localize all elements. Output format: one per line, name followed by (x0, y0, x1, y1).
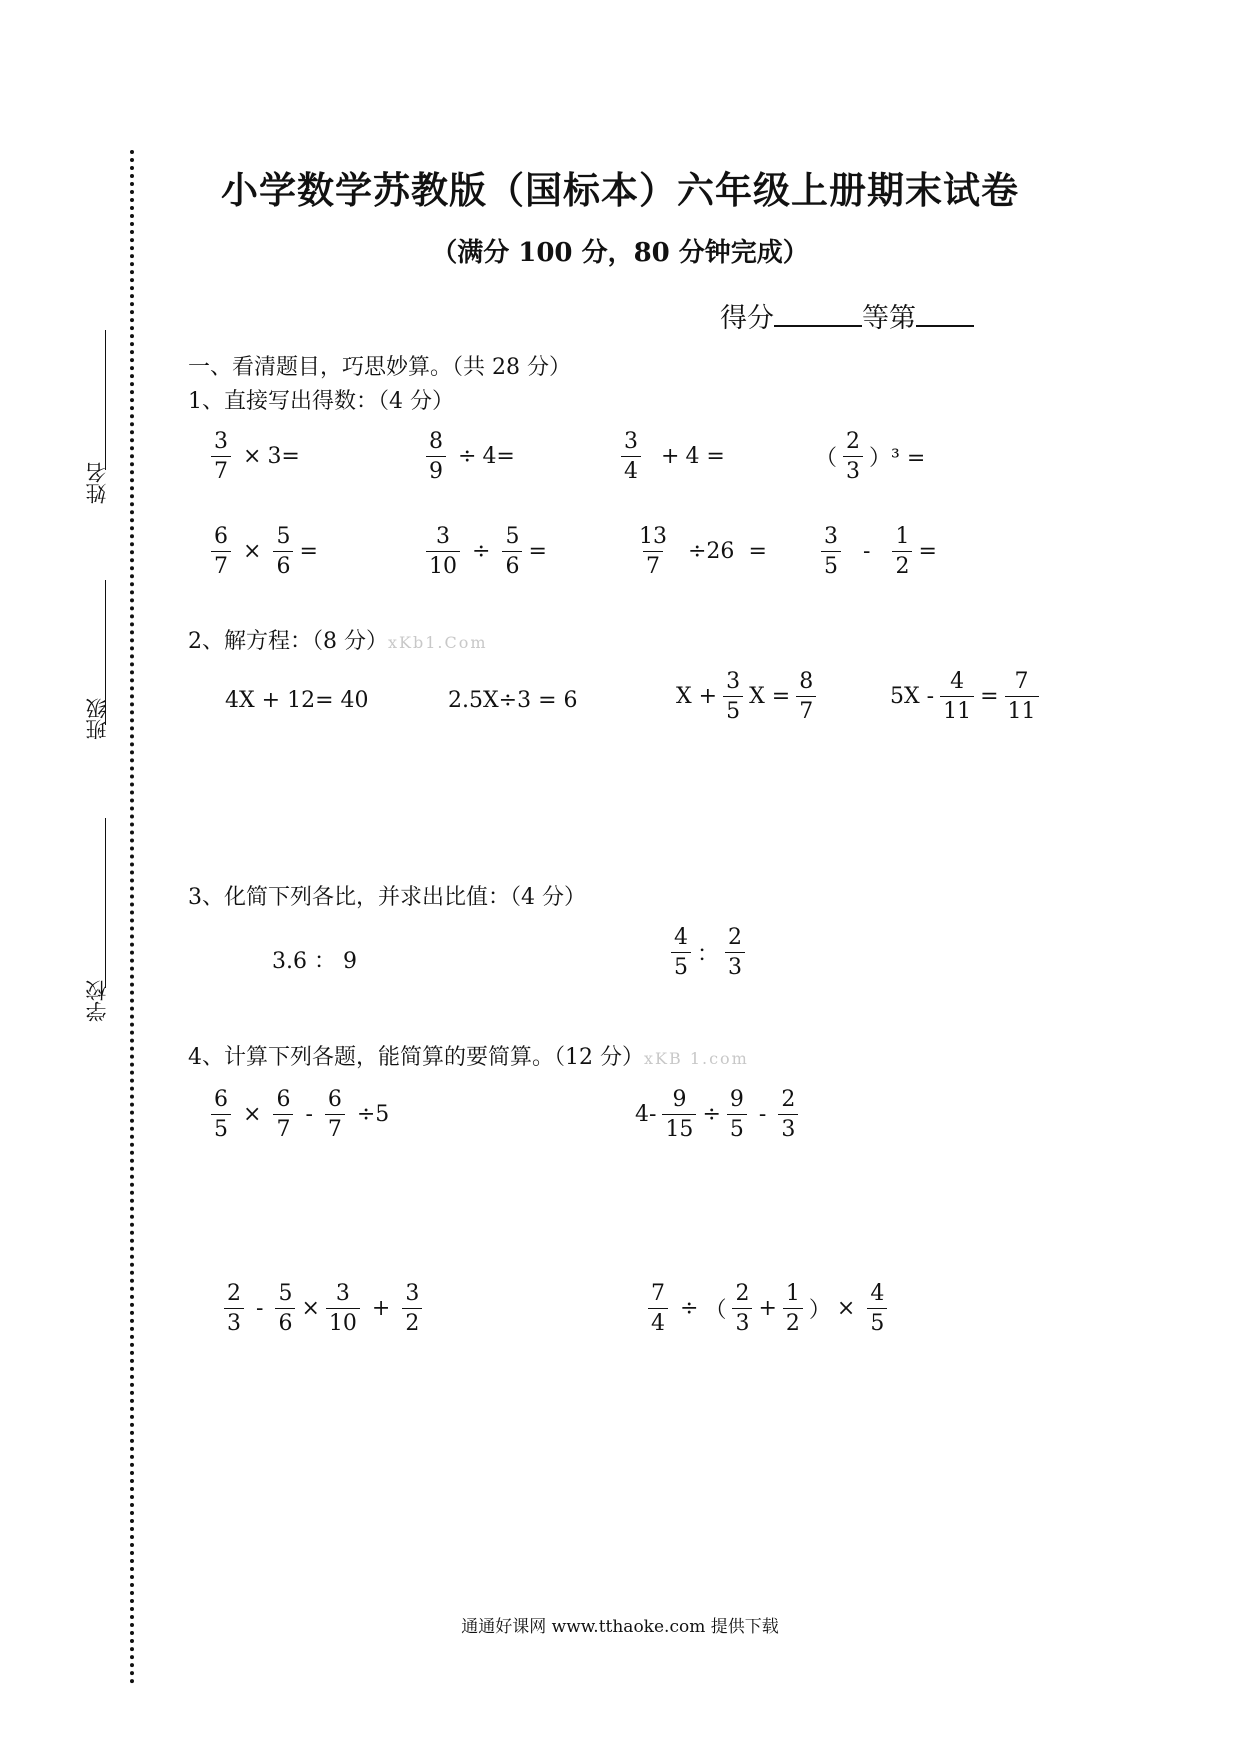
q1-item-2: $\frac{8}{9}$ ÷ 4= (420, 430, 515, 483)
fraction: $\frac{1}{2}$ (783, 1282, 803, 1335)
question-3-heading: 3、化简下列各比，并求出比值：（4 分） (188, 885, 586, 910)
fraction: $\frac{7}{11}$ (1005, 670, 1039, 723)
equation-1: 4X + 12= 40 (225, 688, 369, 713)
q1-item-8: $\frac{3}{5}$ - $\frac{1}{2}$ = (815, 525, 937, 578)
fraction: $\frac{5}{6}$ (275, 1282, 295, 1335)
watermark-text: xKB 1.com (644, 1049, 749, 1068)
problem-4: $\frac{7}{4}$ ÷ （ $\frac{2}{3}$ + $\frac{1}{2}$ ） × $\frac{4}{5}$ (642, 1282, 893, 1335)
footer-text: 通通好课网 www.tthaoke.com 提供下载 (461, 1617, 779, 1637)
equation-3: X + $\frac{3}{5}$ X = $\frac{8}{7}$ (676, 670, 822, 723)
name-label: 姓名 (85, 462, 109, 504)
binding-dotted-line (130, 150, 134, 1685)
question-4-heading: 4、计算下列各题，能简算的要简算。（12 分）xKB 1.com (188, 1045, 749, 1070)
fraction: $\frac{9}{5}$ (727, 1088, 747, 1141)
fraction: $\frac{4}{5}$ (671, 926, 691, 979)
fraction: $\frac{6}{5}$ (211, 1088, 231, 1141)
q1-item-7: $\frac{13}{7}$ ÷26 = (630, 525, 767, 578)
name-blank-line[interactable] (105, 330, 106, 470)
fraction: $\frac{4}{5}$ (867, 1282, 887, 1335)
fraction: $\frac{3}{5}$ (723, 670, 743, 723)
fraction: $\frac{3}{4}$ (621, 430, 641, 483)
problem-1: $\frac{6}{5}$ × $\frac{6}{7}$ - $\frac{6}{7}$ ÷5 (205, 1088, 395, 1141)
score-line (720, 296, 974, 335)
fraction: $\frac{2}{3}$ (224, 1282, 244, 1335)
question-2-heading: 2、解方程：（8 分）xKb1.Com (188, 629, 488, 654)
fraction: $\frac{8}{9}$ (426, 430, 446, 483)
q1-item-3: $\frac{3}{4}$ + 4 = (615, 430, 725, 483)
q1-item-4: （ $\frac{2}{3}$ ）³ = (815, 429, 926, 485)
fraction: $\frac{3}{5}$ (821, 525, 841, 578)
ratio-2: $\frac{4}{5}$ ： $\frac{2}{3}$ (665, 926, 751, 979)
fraction: $\frac{2}{3}$ (725, 926, 745, 979)
fraction: $\frac{2}{3}$ (778, 1088, 798, 1141)
fraction: $\frac{8}{7}$ (796, 670, 816, 723)
problem-2: 4- $\frac{9}{15}$ ÷ $\frac{9}{5}$ - $\frac{2}{3}$ (635, 1088, 804, 1141)
equation-2: 2.5X÷3 = 6 (448, 688, 578, 713)
fraction: $\frac{1}{2}$ (892, 525, 912, 578)
fraction: $\frac{3}{2}$ (402, 1282, 422, 1335)
fraction: $\frac{6}{7}$ (325, 1088, 345, 1141)
fraction: $\frac{2}{3}$ (843, 430, 863, 483)
school-blank-line[interactable] (105, 818, 106, 988)
class-label: 班级 (85, 698, 109, 740)
question-1-heading: 1、直接写出得数：（4 分） (188, 389, 454, 414)
q1-item-1: $\frac{3}{7}$ × 3= (205, 430, 300, 483)
fraction: $\frac{3}{10}$ (326, 1282, 360, 1335)
fraction: $\frac{5}{6}$ (273, 525, 293, 578)
fraction: $\frac{7}{4}$ (648, 1282, 668, 1335)
equation-4: 5X - $\frac{4}{11}$ = $\frac{7}{11}$ (890, 670, 1045, 723)
fraction: $\frac{4}{11}$ (940, 670, 974, 723)
school-label: 学校 (85, 980, 109, 1022)
q1-item-5: $\frac{6}{7}$ × $\frac{5}{6}$ = (205, 525, 318, 578)
fraction: $\frac{13}{7}$ (639, 524, 667, 580)
q1-item-6: $\frac{3}{10}$ ÷ $\frac{5}{6}$ = (420, 525, 547, 578)
fraction: $\frac{6}{7}$ (211, 525, 231, 578)
fraction: $\frac{9}{15}$ (662, 1088, 696, 1141)
fraction: $\frac{2}{3}$ (732, 1282, 752, 1335)
page-subtitle: （满分 100 分，80 分钟完成） (431, 238, 809, 268)
page-title: 小学数学苏教版（国标本）六年级上册期末试卷 (221, 168, 1019, 212)
fraction: $\frac{3}{7}$ (211, 430, 231, 483)
fraction: $\frac{6}{7}$ (273, 1088, 293, 1141)
fraction: $\frac{5}{6}$ (502, 525, 522, 578)
score-blank[interactable] (774, 301, 862, 327)
ratio-1: 3.6 ： 9 (272, 949, 357, 974)
watermark-text: xKb1.Com (388, 633, 488, 652)
grade-label: 等第 (862, 303, 916, 334)
score-label: 得分 (720, 303, 774, 334)
section-heading: 一、看清题目，巧思妙算。（共 28 分） (188, 355, 571, 380)
grade-blank[interactable] (916, 301, 974, 327)
fraction: $\frac{3}{10}$ (426, 525, 460, 578)
problem-3: $\frac{2}{3}$ - $\frac{5}{6}$ × $\frac{3}{10}$ + $\frac{3}{2}$ (218, 1282, 428, 1335)
